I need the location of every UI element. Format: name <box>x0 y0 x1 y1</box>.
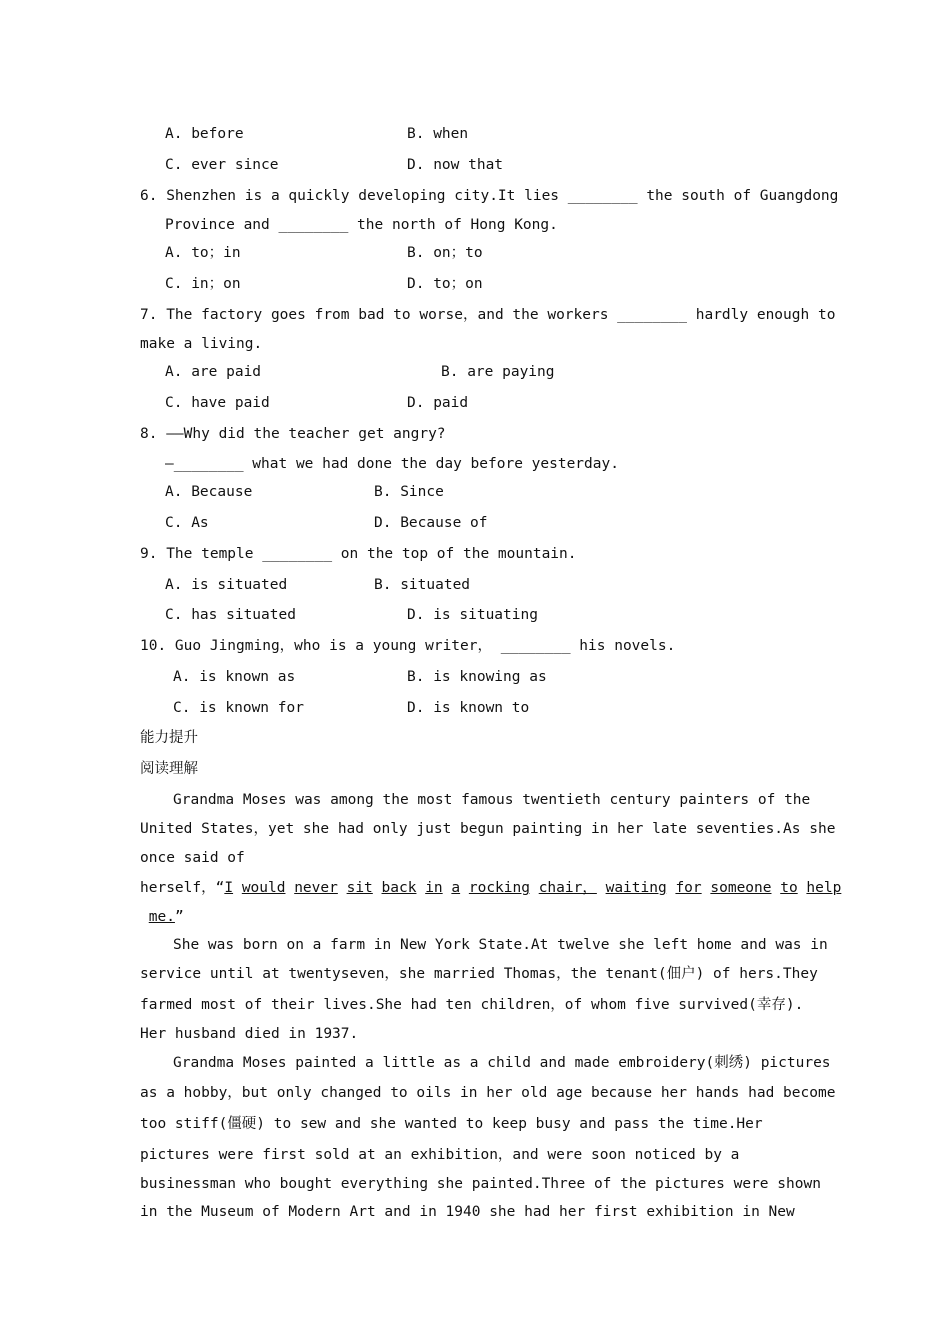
q10-option-b: B. is knowing as <box>407 669 547 685</box>
passage-p2-line3: farmed most of their lives.She had ten children，of whom five survived(幸存). <box>140 997 804 1013</box>
q9-option-b: B. situated <box>374 577 471 593</box>
quote-end: me. <box>148 909 175 925</box>
q6-option-a: A. to；in <box>165 245 241 261</box>
q7-option-b: B. are paying <box>441 364 555 380</box>
passage-p1-line5 <box>140 907 184 927</box>
q8-option-c: C. As <box>165 515 209 531</box>
q8-stem-line1: 8. ——Why did the teacher get angry? <box>140 426 446 442</box>
passage-p3-line3: too stiff(僵硬) to sew and she wanted to keep busy and pass the time.Her <box>140 1116 763 1132</box>
q9-option-a: A. is situated <box>165 577 288 593</box>
passage-p3-line1: Grandma Moses painted a little as a child and made embroidery(刺绣) pictures <box>173 1055 831 1071</box>
quote-close: ” <box>174 909 184 925</box>
quote-word: chair， <box>538 880 597 896</box>
quote-word: I <box>224 880 234 896</box>
q8-stem-line2: —________ what we had done the day before yesterday. <box>165 456 619 472</box>
q7-option-a: A. are paid <box>165 364 262 380</box>
passage-p1-line4 <box>140 878 841 898</box>
passage-p3-line5: businessman who bought everything she painted.Three of the pictures were shown <box>140 1176 821 1192</box>
q7-option-c: C. have paid <box>165 395 270 411</box>
q8-option-b: B. Since <box>374 484 444 500</box>
q10-option-c: C. is known for <box>173 700 304 716</box>
quote-word: sit <box>346 880 373 896</box>
section-heading: 能力提升 <box>140 730 198 746</box>
quote-word: in <box>425 880 443 896</box>
quote-word: waiting <box>605 880 667 896</box>
q9-option-c: C. has situated <box>165 607 296 623</box>
section-subheading: 阅读理解 <box>140 761 198 777</box>
passage-p3-line6: in the Museum of Modern Art and in 1940 she had her first exhibition in New <box>140 1204 795 1220</box>
quote-word: never <box>294 880 338 896</box>
q5-option-a: A. before <box>165 126 244 142</box>
q5-option-c: C. ever since <box>165 157 279 173</box>
q8-option-a: A. Because <box>165 484 253 500</box>
q10-option-d: D. is known to <box>407 700 530 716</box>
passage-p3-line2: as a hobby，but only changed to oils in her old age because her hands had become <box>140 1085 836 1101</box>
q10-option-a: A. is known as <box>173 669 296 685</box>
q7-stem-line1: 7. The factory goes from bad to worse，and the workers ________ hardly enough to <box>140 307 836 323</box>
quote-word: for <box>675 880 702 896</box>
q9-stem-line1: 9. The temple ________ on the top of the mountain. <box>140 546 577 562</box>
passage-p2-line2: service until at twentyseven，she married Thomas，the tenant(佃户) of hers.They <box>140 966 818 982</box>
passage-p1-line1: Grandma Moses was among the most famous twentieth century painters of the <box>173 792 811 808</box>
quote-prefix: herself，“ <box>140 880 225 896</box>
quote-word: would <box>241 880 286 896</box>
underlined-quote <box>224 880 841 896</box>
q8-option-d: D. Because of <box>374 515 488 531</box>
q6-option-d: D. to；on <box>407 276 483 292</box>
passage-p1-line3: once said of <box>140 850 245 866</box>
q6-stem-line2: Province and ________ the north of Hong Kong. <box>165 217 558 233</box>
quote-word: rocking <box>468 880 530 896</box>
passage-p2-line4: Her husband died in 1937. <box>140 1026 359 1042</box>
quote-word: back <box>381 880 417 896</box>
q7-option-d: D. paid <box>407 395 469 411</box>
q7-stem-line2: make a living. <box>140 336 263 352</box>
q6-option-c: C. in；on <box>165 276 241 292</box>
quote-word: to <box>780 880 798 896</box>
q9-option-d: D. is situating <box>407 607 538 623</box>
passage-p3-line4: pictures were first sold at an exhibition，and were soon noticed by a <box>140 1147 740 1163</box>
q6-option-b: B. on；to <box>407 245 483 261</box>
passage-p1-line2: United States，yet she had only just begun painting in her late seventies.As she <box>140 821 836 837</box>
q6-stem-line1: 6. Shenzhen is a quickly developing city.It lies ________ the south of Guangdong <box>140 188 839 204</box>
quote-word: someone <box>710 880 772 896</box>
q10-stem-line1: 10. Guo Jingming，who is a young writer， ________ his novels. <box>140 638 676 654</box>
quote-word: a <box>451 880 461 896</box>
quote-word: help <box>806 880 842 896</box>
passage-p2-line1: She was born on a farm in New York State.At twelve she left home and was in <box>173 937 828 953</box>
q5-option-b: B. when <box>407 126 469 142</box>
q5-option-d: D. now that <box>407 157 504 173</box>
